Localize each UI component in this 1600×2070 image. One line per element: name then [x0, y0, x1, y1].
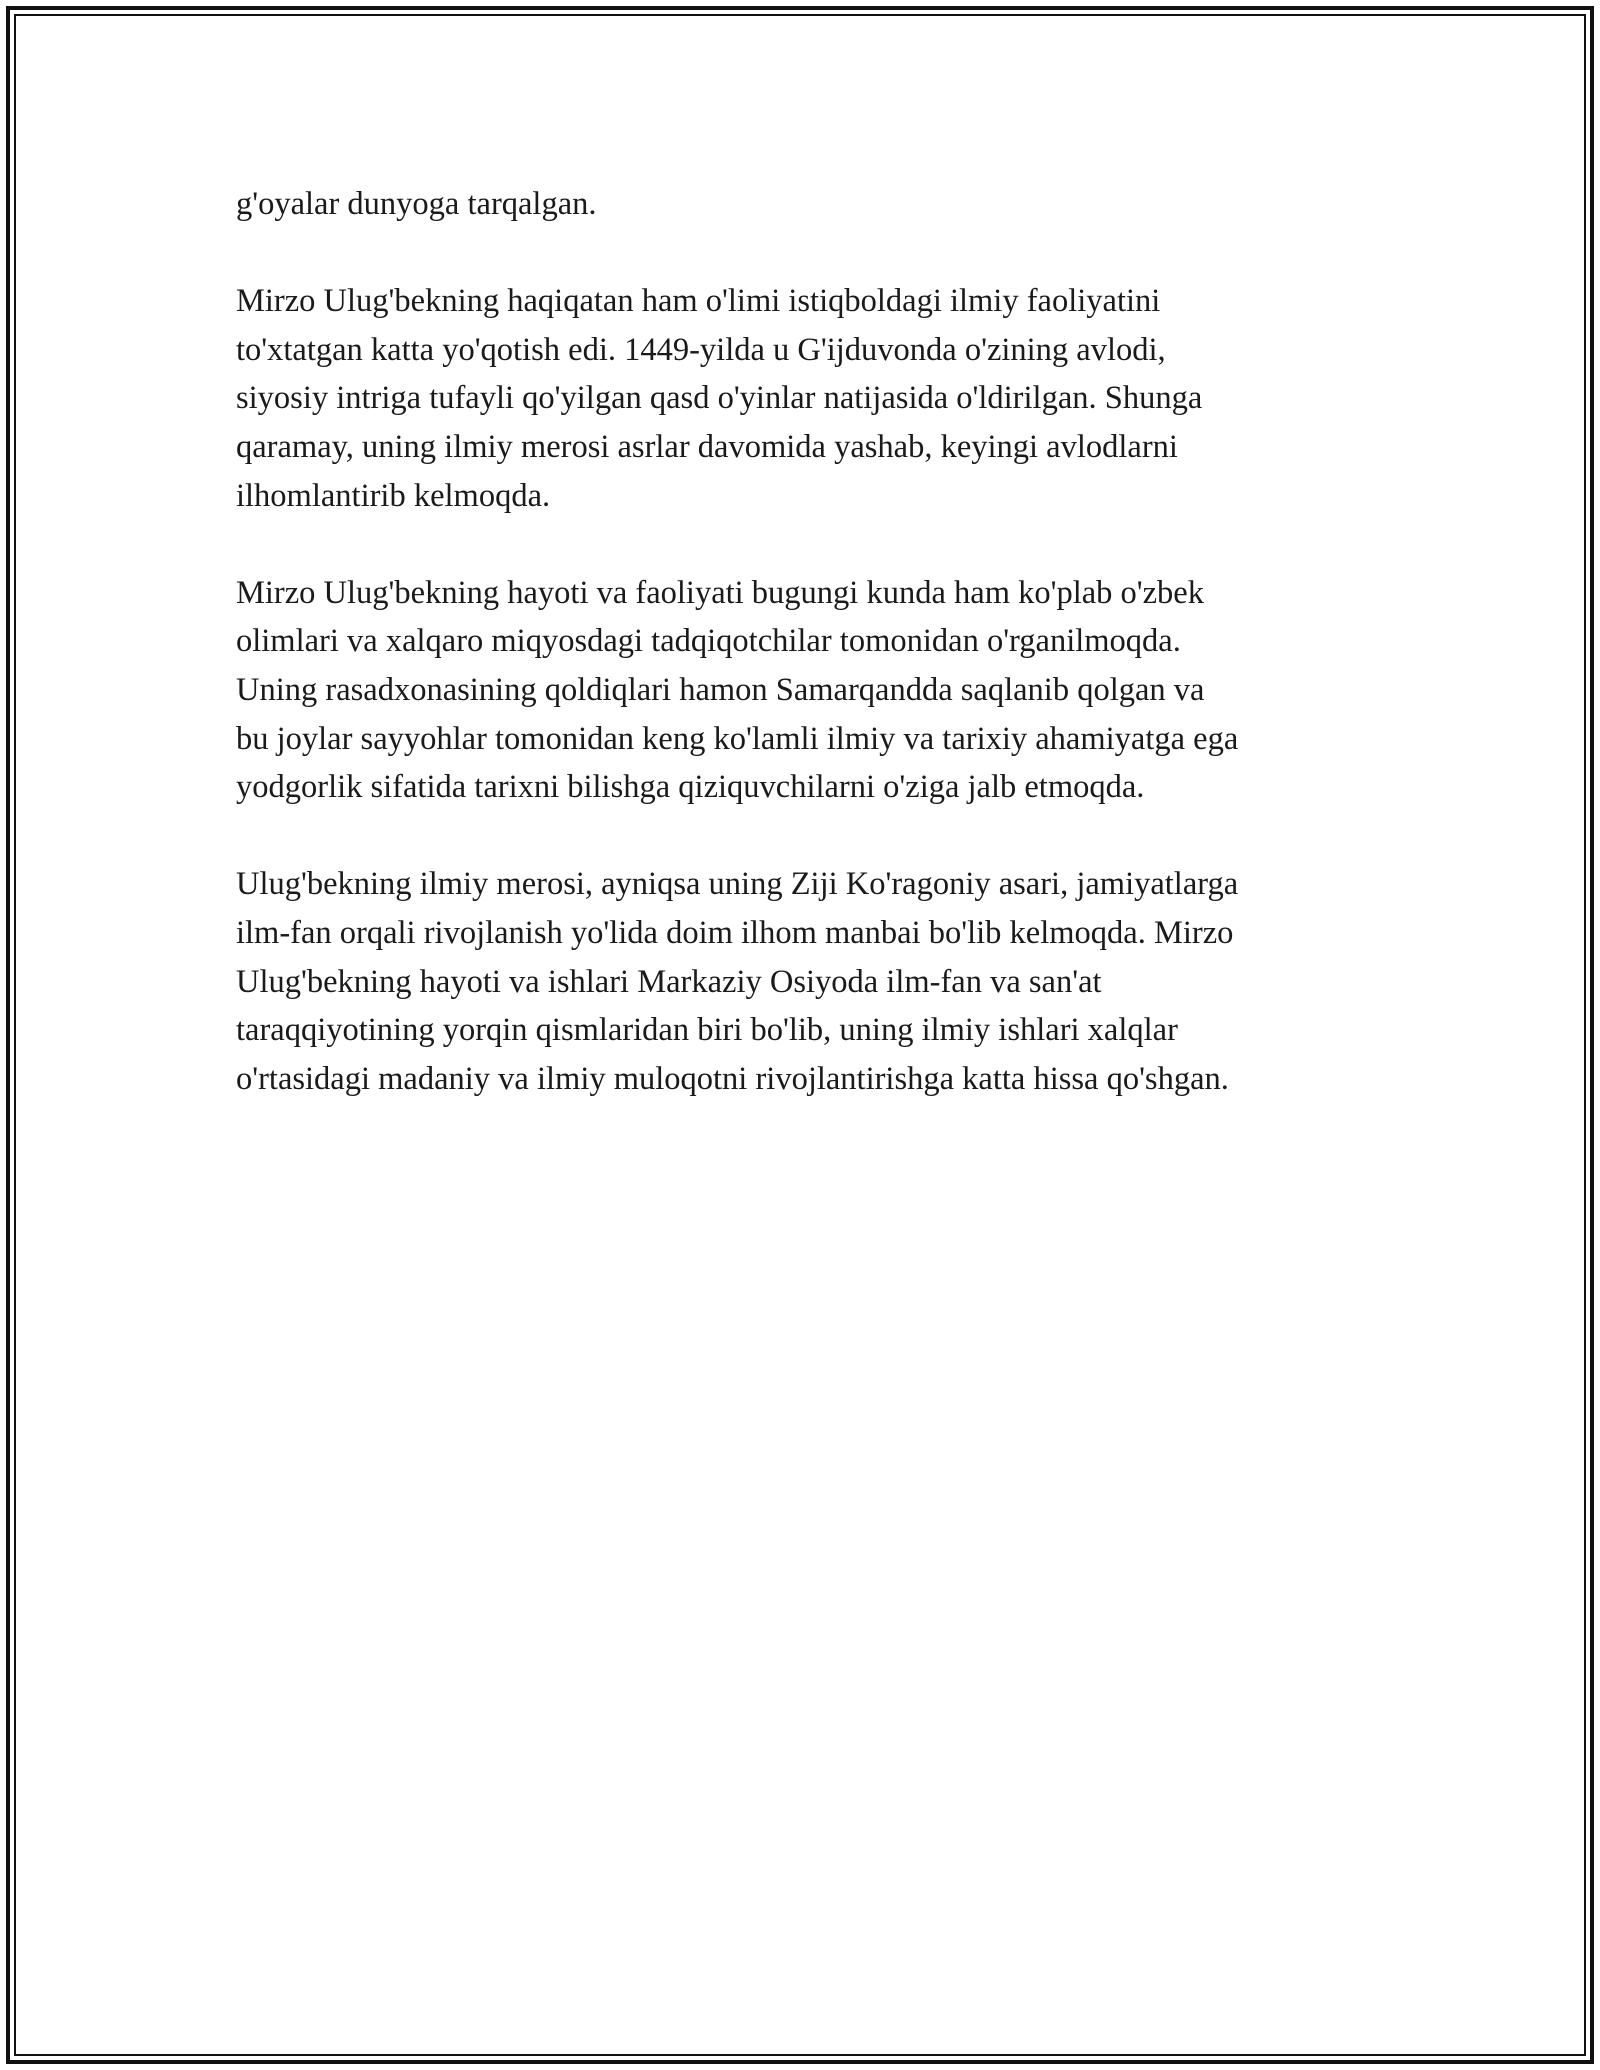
paragraph	[236, 277, 1386, 520]
text-line: Ulug'bekning hayoti va ishlari Markaziy Osiyoda ilm-fan va san'at	[236, 963, 1102, 1000]
text-line: Mirzo Ulug'bekning hayoti va faoliyati bugungi kunda ham ko'plab o'zbek	[236, 574, 1204, 611]
paragraph	[236, 569, 1386, 812]
text-line: to'xtatgan katta yo'qotish edi. 1449-yilda u G'ijduvonda o'zining avlodi,	[236, 331, 1166, 368]
document-body	[236, 180, 1386, 1152]
paragraph	[236, 180, 1386, 229]
text-line: olimlari va xalqaro miqyosdagi tadqiqotchilar tomonidan o'rganilmoqda.	[236, 623, 1181, 660]
text-line: ilhomlantirib kelmoqda.	[236, 477, 551, 514]
text-line: bu joylar sayyohlar tomonidan keng ko'lamli ilmiy va tarixiy ahamiyatga ega	[236, 720, 1239, 757]
text-line: taraqqiyotining yorqin qismlaridan biri bo'lib, uning ilmiy ishlari xalqlar	[236, 1012, 1178, 1049]
text-line: ilm-fan orqali rivojlanish yo'lida doim ilhom manbai bo'lib kelmoqda. Mirzo	[236, 914, 1234, 951]
text-line: Ulug'bekning ilmiy merosi, ayniqsa uning Ziji Ko'ragoniy asari, jamiyatlarga	[236, 866, 1239, 903]
paragraph	[236, 860, 1386, 1103]
text-line: qaramay, uning ilmiy merosi asrlar davomida yashab, keyingi avlodlarni	[236, 428, 1178, 465]
text-line: Mirzo Ulug'bekning haqiqatan ham o'limi istiqboldagi ilmiy faoliyatini	[236, 283, 1161, 320]
text-line: g'oyalar dunyoga tarqalgan.	[236, 186, 597, 222]
text-line: Uning rasadxonasining qoldiqlari hamon Samarqandda saqlanib qolgan va	[236, 671, 1205, 708]
text-line: siyosiy intriga tufayli qo'yilgan qasd o'yinlar natijasida o'ldirilgan. Shunga	[236, 380, 1203, 417]
text-line: o'rtasidagi madaniy va ilmiy muloqotni rivojlantirishga katta hissa qo'shgan.	[236, 1060, 1229, 1097]
text-line: yodgorlik sifatida tarixni bilishga qiziquvchilarni o'ziga jalb etmoqda.	[236, 769, 1145, 806]
